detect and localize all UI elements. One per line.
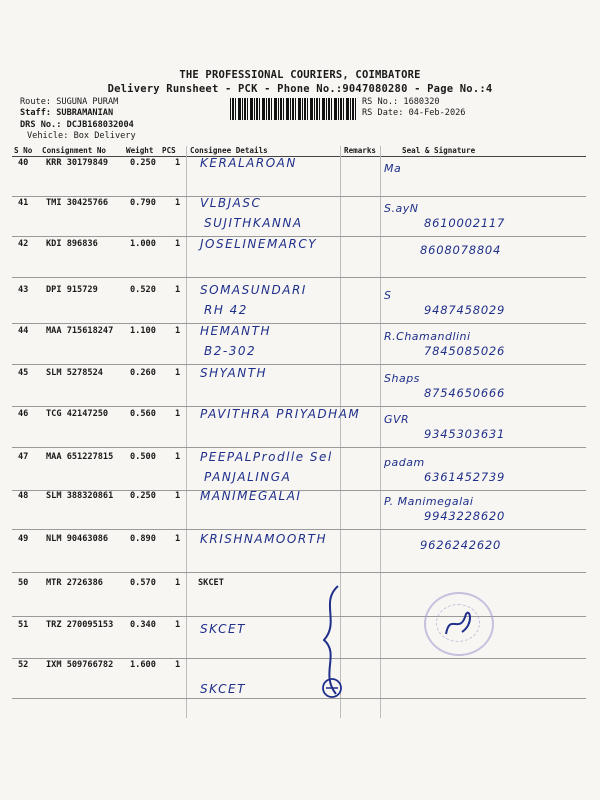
row-divider (12, 196, 586, 197)
handwritten-signature: GVR (384, 413, 410, 426)
row-consignment-no: KDI 896836 (46, 239, 98, 249)
handwritten-consignee-name: B2-302 (204, 344, 257, 358)
row-consignment-no: MTR 2726386 (46, 578, 103, 588)
row-pcs: 1 (175, 158, 181, 168)
handwritten-consignee-name: KERALAROAN (200, 156, 297, 170)
drs-number: DRS No.: DCJB168032004 (20, 120, 134, 130)
handwritten-phone: 8610002117 (424, 216, 506, 230)
row52-mark-scribble (318, 676, 348, 700)
row-typed-consignee: SKCET (198, 578, 224, 588)
row-weight: 1.000 (130, 239, 156, 249)
row-divider (12, 698, 586, 699)
col-details: Consignee Details (190, 146, 268, 155)
row-consignment-no: NLM 90463086 (46, 534, 109, 544)
row-weight: 0.890 (130, 534, 156, 544)
table-row (0, 285, 600, 327)
col-consignment: Consignment No (42, 146, 107, 155)
company-title: THE PROFESSIONAL COURIERS, COIMBATORE (179, 69, 421, 81)
row-sno: 52 (18, 660, 29, 670)
row-divider (12, 529, 586, 530)
row-consignment-no: SLM 388320861 (46, 491, 114, 501)
col-weight: Weight (126, 146, 154, 155)
row-weight: 0.250 (130, 158, 156, 168)
handwritten-consignee-name: SHYANTH (200, 366, 268, 380)
barcode-image (230, 98, 358, 120)
staff-label: Staff: SUBRAMANIAN (20, 108, 114, 118)
row-consignment-no: MAA 715618247 (46, 326, 114, 336)
handwritten-consignee-name: HEMANTH (200, 324, 271, 338)
row-consignment-no: KRR 30179849 (46, 158, 109, 168)
table-row (0, 368, 600, 410)
handwritten-phone: 9943228620 (424, 509, 506, 523)
row-divider (12, 277, 586, 278)
row-pcs: 1 (175, 326, 181, 336)
table-row (0, 409, 600, 451)
row-sno: 47 (18, 452, 29, 462)
row-weight: 0.790 (130, 198, 156, 208)
row-pcs: 1 (175, 491, 181, 501)
table-row (0, 578, 600, 620)
row-sno: 40 (18, 158, 29, 168)
handwritten-consignee-name: SKCET (200, 682, 246, 696)
row-consignment-no: TCG 42147250 (46, 409, 109, 419)
rs-number: RS No.: 1680320 (362, 97, 440, 107)
row-consignment-no: IXM 509766782 (46, 660, 114, 670)
handwritten-consignee-name: PANJALINGA (204, 470, 292, 484)
row-consignment-no: MAA 651227815 (46, 452, 114, 462)
row-weight: 0.250 (130, 491, 156, 501)
row-weight: 0.570 (130, 578, 156, 588)
rs-date: RS Date: 04-Feb-2026 (362, 108, 466, 118)
handwritten-consignee-name: JOSELINEMARCY (200, 237, 318, 251)
table-row (0, 239, 600, 281)
row-consignment-no: TRZ 270095153 (46, 620, 114, 630)
handwritten-phone: 6361452739 (424, 470, 506, 484)
row-sno: 50 (18, 578, 29, 588)
row-divider (12, 364, 586, 365)
row-weight: 1.100 (130, 326, 156, 336)
row-consignment-no: TMI 30425766 (46, 198, 109, 208)
row-pcs: 1 (175, 452, 181, 462)
row-pcs: 1 (175, 409, 181, 419)
runsheet-subtitle: Delivery Runsheet - PCK - Phone No.:9047080280 - Page No.:4 (107, 83, 493, 95)
row-divider (12, 658, 586, 659)
row-consignment-no: DPI 915729 (46, 285, 98, 295)
handwritten-consignee-name: VLBJASC (200, 196, 262, 210)
handwritten-consignee-name: SUJITHKANNA (204, 216, 303, 230)
row-consignment-no: SLM 5278524 (46, 368, 103, 378)
col-signature: Seal & Signature (402, 146, 476, 155)
vehicle-label: Vehicle: Box Delivery (27, 131, 136, 141)
row-pcs: 1 (175, 534, 181, 544)
row-weight: 0.560 (130, 409, 156, 419)
table-row (0, 452, 600, 494)
table-row (0, 534, 600, 576)
row-divider (12, 447, 586, 448)
col-sno: S No (14, 146, 33, 155)
row-weight: 0.520 (130, 285, 156, 295)
table-row (0, 198, 600, 240)
table-row (0, 326, 600, 368)
row-sno: 48 (18, 491, 29, 501)
handwritten-consignee-name: KRISHNAMOORTH (200, 532, 328, 546)
handwritten-consignee-name: MANIMEGALAI (200, 489, 302, 503)
table-row (0, 620, 600, 662)
row-pcs: 1 (175, 239, 181, 249)
col-pcs: PCS (162, 146, 176, 155)
handwritten-signature: P. Manimegalai (384, 495, 474, 508)
row-weight: 0.340 (130, 620, 156, 630)
row-divider (12, 572, 586, 573)
handwritten-consignee-name: PEEPALProdlle Sel (200, 450, 333, 464)
table-row (0, 158, 600, 200)
row-sno: 45 (18, 368, 29, 378)
row-sno: 44 (18, 326, 29, 336)
row-sno: 41 (18, 198, 29, 208)
row-pcs: 1 (175, 578, 181, 588)
row-sno: 49 (18, 534, 29, 544)
handwritten-phone: 9626242620 (420, 538, 502, 552)
handwritten-consignee-name: RH 42 (204, 303, 248, 317)
row-sno: 42 (18, 239, 29, 249)
row-pcs: 1 (175, 198, 181, 208)
handwritten-phone: 7845085026 (424, 344, 506, 358)
row-weight: 0.500 (130, 452, 156, 462)
seal-signature-scribble (440, 606, 480, 640)
handwritten-phone: 8754650666 (424, 386, 506, 400)
handwritten-signature: R.Chamandlini (384, 330, 471, 343)
handwritten-consignee-name: SKCET (200, 622, 246, 636)
handwritten-consignee-name: SOMASUNDARI (200, 283, 307, 297)
row-pcs: 1 (175, 620, 181, 630)
header-divider (12, 156, 586, 157)
handwritten-phone: 8608078804 (420, 243, 502, 257)
table-row (0, 660, 600, 702)
row-pcs: 1 (175, 368, 181, 378)
row-sno: 43 (18, 285, 29, 295)
col-remarks: Remarks (344, 146, 377, 155)
handwritten-signature: Ma (384, 162, 402, 175)
row-sno: 51 (18, 620, 29, 630)
row-divider (12, 323, 586, 324)
handwritten-phone: 9487458029 (424, 303, 506, 317)
handwritten-signature: padam (384, 456, 425, 469)
row-pcs: 1 (175, 285, 181, 295)
handwritten-consignee-name: PAVITHRA PRIYADHAM (200, 407, 361, 421)
handwritten-signature: S.ayN (384, 202, 419, 215)
row-divider (12, 616, 586, 617)
handwritten-phone: 9345303631 (424, 427, 506, 441)
row-weight: 1.600 (130, 660, 156, 670)
route-label: Route: SUGUNA PURAM (20, 97, 119, 107)
table-row (0, 491, 600, 533)
handwritten-signature: S (384, 289, 392, 302)
row-sno: 46 (18, 409, 29, 419)
row-weight: 0.260 (130, 368, 156, 378)
row-pcs: 1 (175, 660, 181, 670)
handwritten-signature: Shaps (384, 372, 420, 385)
